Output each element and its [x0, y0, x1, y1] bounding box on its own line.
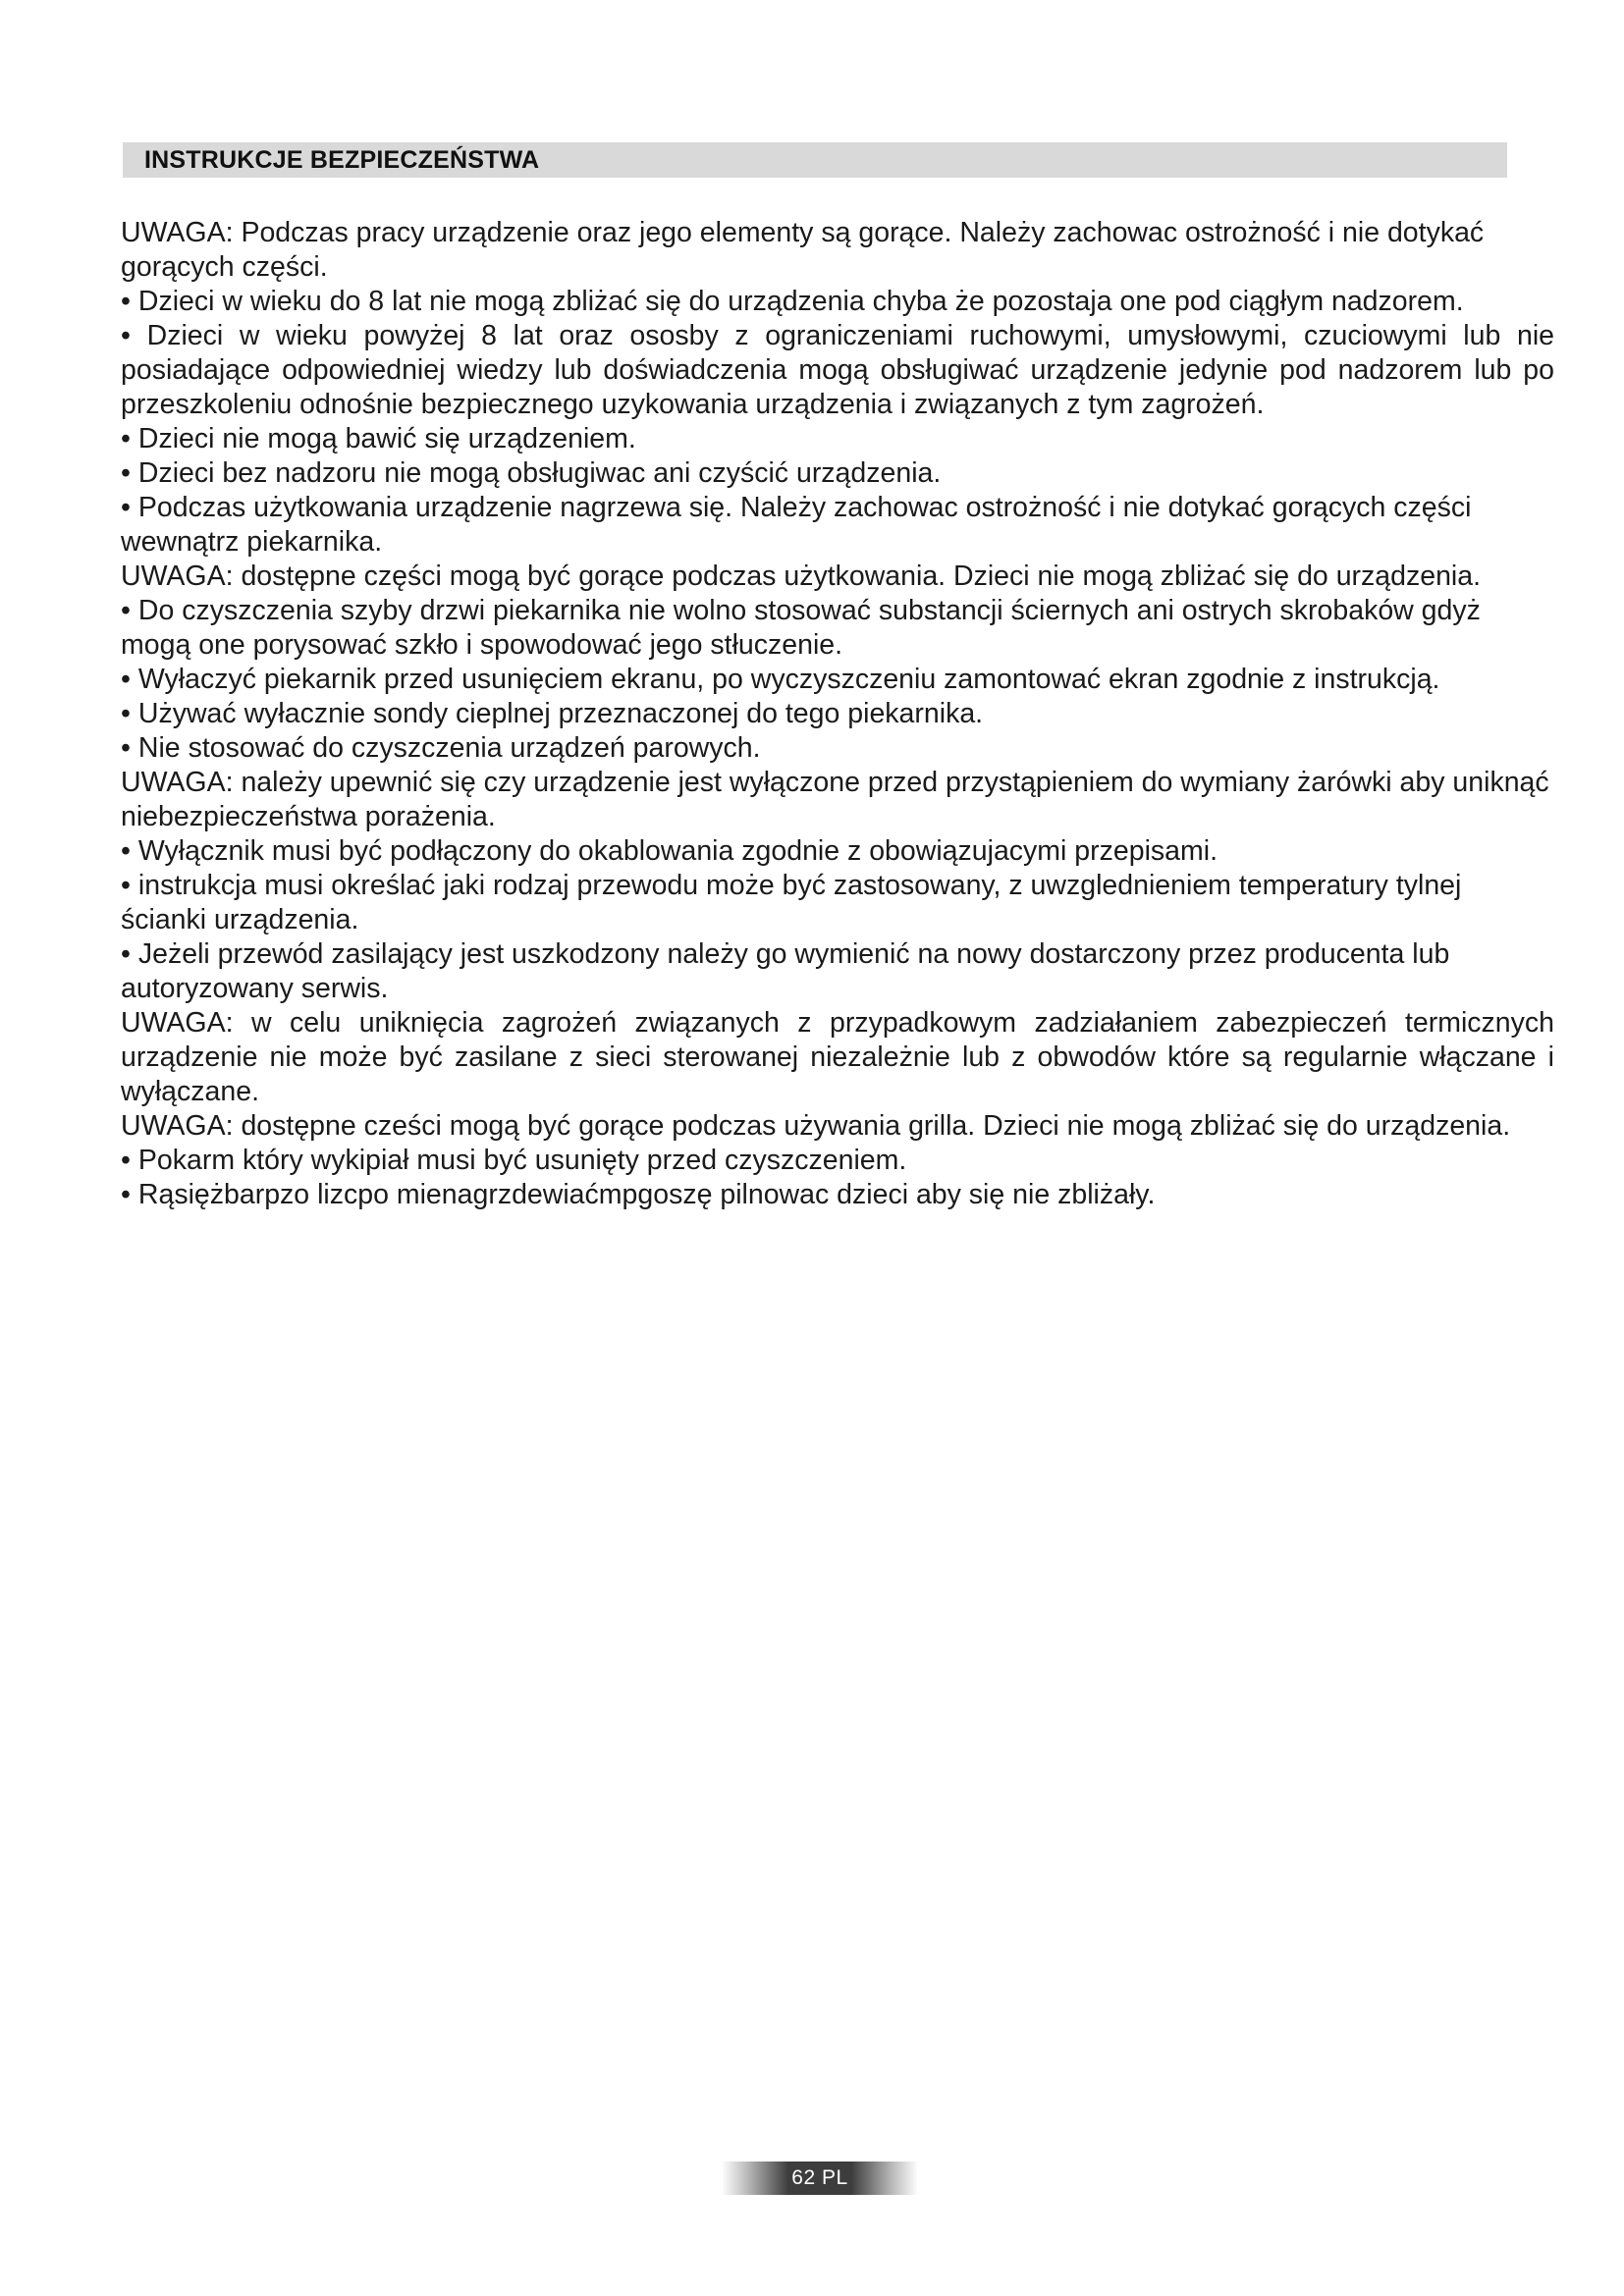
page-number-badge [722, 2162, 918, 2195]
paragraph-no-playing: • Dzieci nie mogą bawić się urządzeniem. [121, 423, 636, 454]
paragraph-cable-type: • instrukcja musi określać jaki rodzaj przewodu może być zastosowany, z uwzglednieniem temperatury tylnej ścianki urządzenia. [121, 870, 1462, 935]
paragraph-children-under-8: • Dzieci w wieku do 8 lat nie mogą zbliżać się do urządzenia chyba że pozostaja one pod ciągłym nadzorem. [121, 286, 1464, 317]
paragraph-remove-screen: • Wyłaczyć piekarnik przed usunięciem ekranu, po wyczyszczeniu zamontować ekran zgodnie z instrukcją. [121, 664, 1440, 695]
paragraph-warning-accessible-parts: UWAGA: dostępne części mogą być gorące podczas użytkowania. Dzieci nie mogą zbliżać się do urządzenia. [121, 561, 1482, 592]
paragraph-temperature-probe: • Używać wyłacznie sondy cieplnej przeznaczonej do tego piekarnika. [121, 698, 984, 729]
paragraph-children-over-8: • Dzieci w wieku powyżej 8 lat oraz ososby z ograniczeniami ruchowymi, umysłowymi, czuciowymi lub nie posiadające odpowiedniej wiedzy lub doświadczenia mogą obsługiwać urządzenie jedynie pod nadzorem lub po przeszkoleniu odnośnie bezpiecznego uzykowania urządzenia i związanych z tym zagrożeń. [121, 320, 1554, 420]
paragraph-warning-grill: UWAGA: dostępne cześci mogą być gorące podczas używania grilla. Dzieci nie mogą zbliżać się do urządzenia. [121, 1110, 1511, 1142]
paragraph-warning-thermal-cutout: UWAGA: w celu uniknięcia zagrożeń związanych z przypadkowym zadziałaniem zabezpieczeń termicznych urządzenie nie może być zasilane z sieci sterowanej niezależnie lub z obwodów które są regularnie włączane i wyłączane. [121, 1007, 1554, 1107]
page-number: 62 PL [791, 2166, 848, 2189]
paragraph-no-unsupervised-cleaning: • Dzieci bez nadzoru nie mogą obsługiwac ani czyścić urządzenia. [121, 457, 942, 489]
paragraph-spilled-food: • Pokarm który wykipiał musi być usunięty przed czyszczeniem. [121, 1145, 907, 1176]
safety-instructions-body [121, 216, 1554, 1212]
paragraph-switch-wiring: • Wyłącznik musi być podłączony do okablowania zgodnie z obowiązujacymi przepisami. [121, 835, 1218, 867]
paragraph-no-steam-cleaners: • Nie stosować do czyszczenia urządzeń parowych. [121, 732, 761, 764]
paragraph-damaged-cable: • Jeżeli przewód zasilający jest uszkodzony należy go wymienić na nowy dostarczony przez producenta lub autoryzowany serwis. [121, 938, 1450, 1004]
section-header-bar [123, 142, 1507, 178]
section-title: INSTRUKCJE BEZPIECZEŃSTWA [144, 146, 540, 174]
paragraph-warning-bulb-replacement: UWAGA: należy upewnić się czy urządzenie jest wyłączone przed przystąpieniem do wymiany żarówki aby uniknąć niebezpieczeństwa porażenia. [121, 767, 1549, 832]
paragraph-pyrolysis-children: • Rąsiężbarpzo lizcpo mienagrzdewiaćmpgoszę pilnowac dzieci aby się nie zbliżały. [121, 1179, 1156, 1210]
paragraph-heats-up: • Podczas użytkowania urządzenie nagrzewa się. Należy zachowac ostrożność i nie dotykać gorących części wewnątrz piekarnika. [121, 492, 1472, 558]
paragraph-glass-cleaning: • Do czyszczenia szyby drzwi piekarnika nie wolno stosować substancji ściernych ani ostrych skrobaków gdyż mogą one porysować szkło i spowodować jego stłuczenie. [121, 595, 1481, 661]
paragraph-warning-hot-parts: UWAGA: Podczas pracy urządzenie oraz jego elementy są gorące. Należy zachowac ostrożność i nie dotykać gorących części. [121, 217, 1485, 283]
